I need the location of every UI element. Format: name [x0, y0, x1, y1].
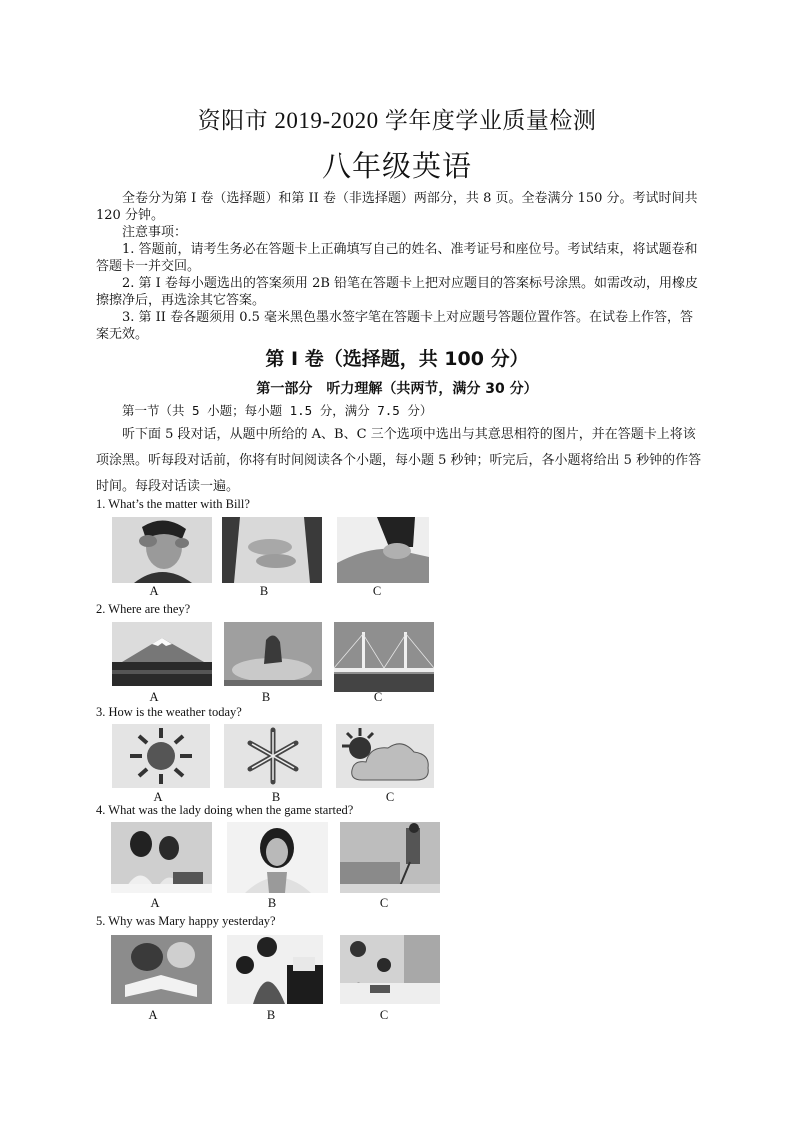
- option-label: C: [372, 584, 382, 598]
- option-label: A: [148, 1008, 158, 1022]
- option-label: A: [149, 690, 159, 704]
- reading-photo: [111, 935, 212, 1004]
- option-label: C: [379, 1008, 389, 1022]
- option-label: B: [267, 896, 277, 910]
- note-2: 2. 第 I 卷每小题选出的答案须用 2B 铅笔在答题卡上把对应题目的答案标号涂黑。如需改动，用橡皮擦擦净后，再选涂其它答案。: [96, 276, 699, 308]
- women-computer-photo: [111, 822, 212, 893]
- snowflake-icon: [224, 724, 322, 788]
- stomachache-photo: [222, 517, 322, 583]
- mount-fuji-photo: [112, 622, 212, 686]
- intro-block: [96, 190, 702, 343]
- question-2: 2. Where are they?: [96, 602, 191, 616]
- option-label: B: [259, 584, 269, 598]
- mermaid-statue-photo: [224, 622, 322, 686]
- part-title: 第 I 卷（选择题，共 100 分）: [265, 348, 529, 370]
- section-title: 第一部分 听力理解（共两节，满分 30 分）: [256, 381, 538, 397]
- option-label: C: [379, 896, 389, 910]
- neck-pain-photo: [337, 517, 429, 583]
- option-label: C: [385, 790, 395, 804]
- cooking-photo: [340, 935, 440, 1004]
- woman-phone-photo: [227, 822, 328, 893]
- question-5: 5. Why was Mary happy yesterday?: [96, 914, 276, 928]
- sun-cloud-icon: [336, 724, 434, 788]
- question-4: 4. What was the lady doing when the game started?: [96, 803, 354, 817]
- notes-title: 注意事项：: [122, 225, 188, 240]
- piano-photo: [227, 935, 323, 1004]
- woman-vacuum-photo: [340, 822, 440, 893]
- exam-subtitle: 八年级英语: [321, 149, 472, 183]
- option-label: A: [150, 896, 160, 910]
- option-label: B: [271, 790, 281, 804]
- note-3: 3. 第 II 卷各题须用 0.5 毫米黑色墨水签字笔在答题卡上对应题号答题位置作答。在试卷上作答，答案无效。: [96, 310, 694, 342]
- exam-title: 资阳市 2019-2020 学年度学业质量检测: [197, 108, 597, 133]
- listening-instructions: 听下面 5 段对话，从题中所给的 A、B、C 三个选项中选出与其意思相符的图片，并在答题卡上将该项涂黑。听每段对话前，你将有时间阅读各个小题，每小题 5 秒钟；听完后，各小题将给出 5 秒钟的作答时间。每段对话读一遍。: [96, 427, 702, 494]
- question-3: 3. How is the weather today?: [96, 705, 242, 719]
- bridge-photo: [334, 622, 434, 692]
- question-1: 1. What’s the matter with Bill?: [96, 497, 250, 511]
- option-label: A: [149, 584, 159, 598]
- option-label: A: [153, 790, 163, 804]
- option-label: B: [261, 690, 271, 704]
- note-1: 1. 答题前，请考生务必在答题卡上正确填写自己的姓名、准考证号和座位号。考试结束，将试题卷和答题卡一并交回。: [96, 242, 698, 274]
- intro-line: 全卷分为第 I 卷（选择题）和第 II 卷（非选择题）两部分，共 8 页。全卷满分 150 分。考试时间共 120 分钟。: [96, 191, 698, 223]
- headache-photo: [112, 517, 212, 583]
- option-label: C: [373, 690, 383, 704]
- option-label: B: [266, 1008, 276, 1022]
- section-sub-note: 第一节（共 5 小题；每小题 1.5 分，满分 7.5 分）: [122, 403, 433, 418]
- sun-icon: [112, 724, 210, 788]
